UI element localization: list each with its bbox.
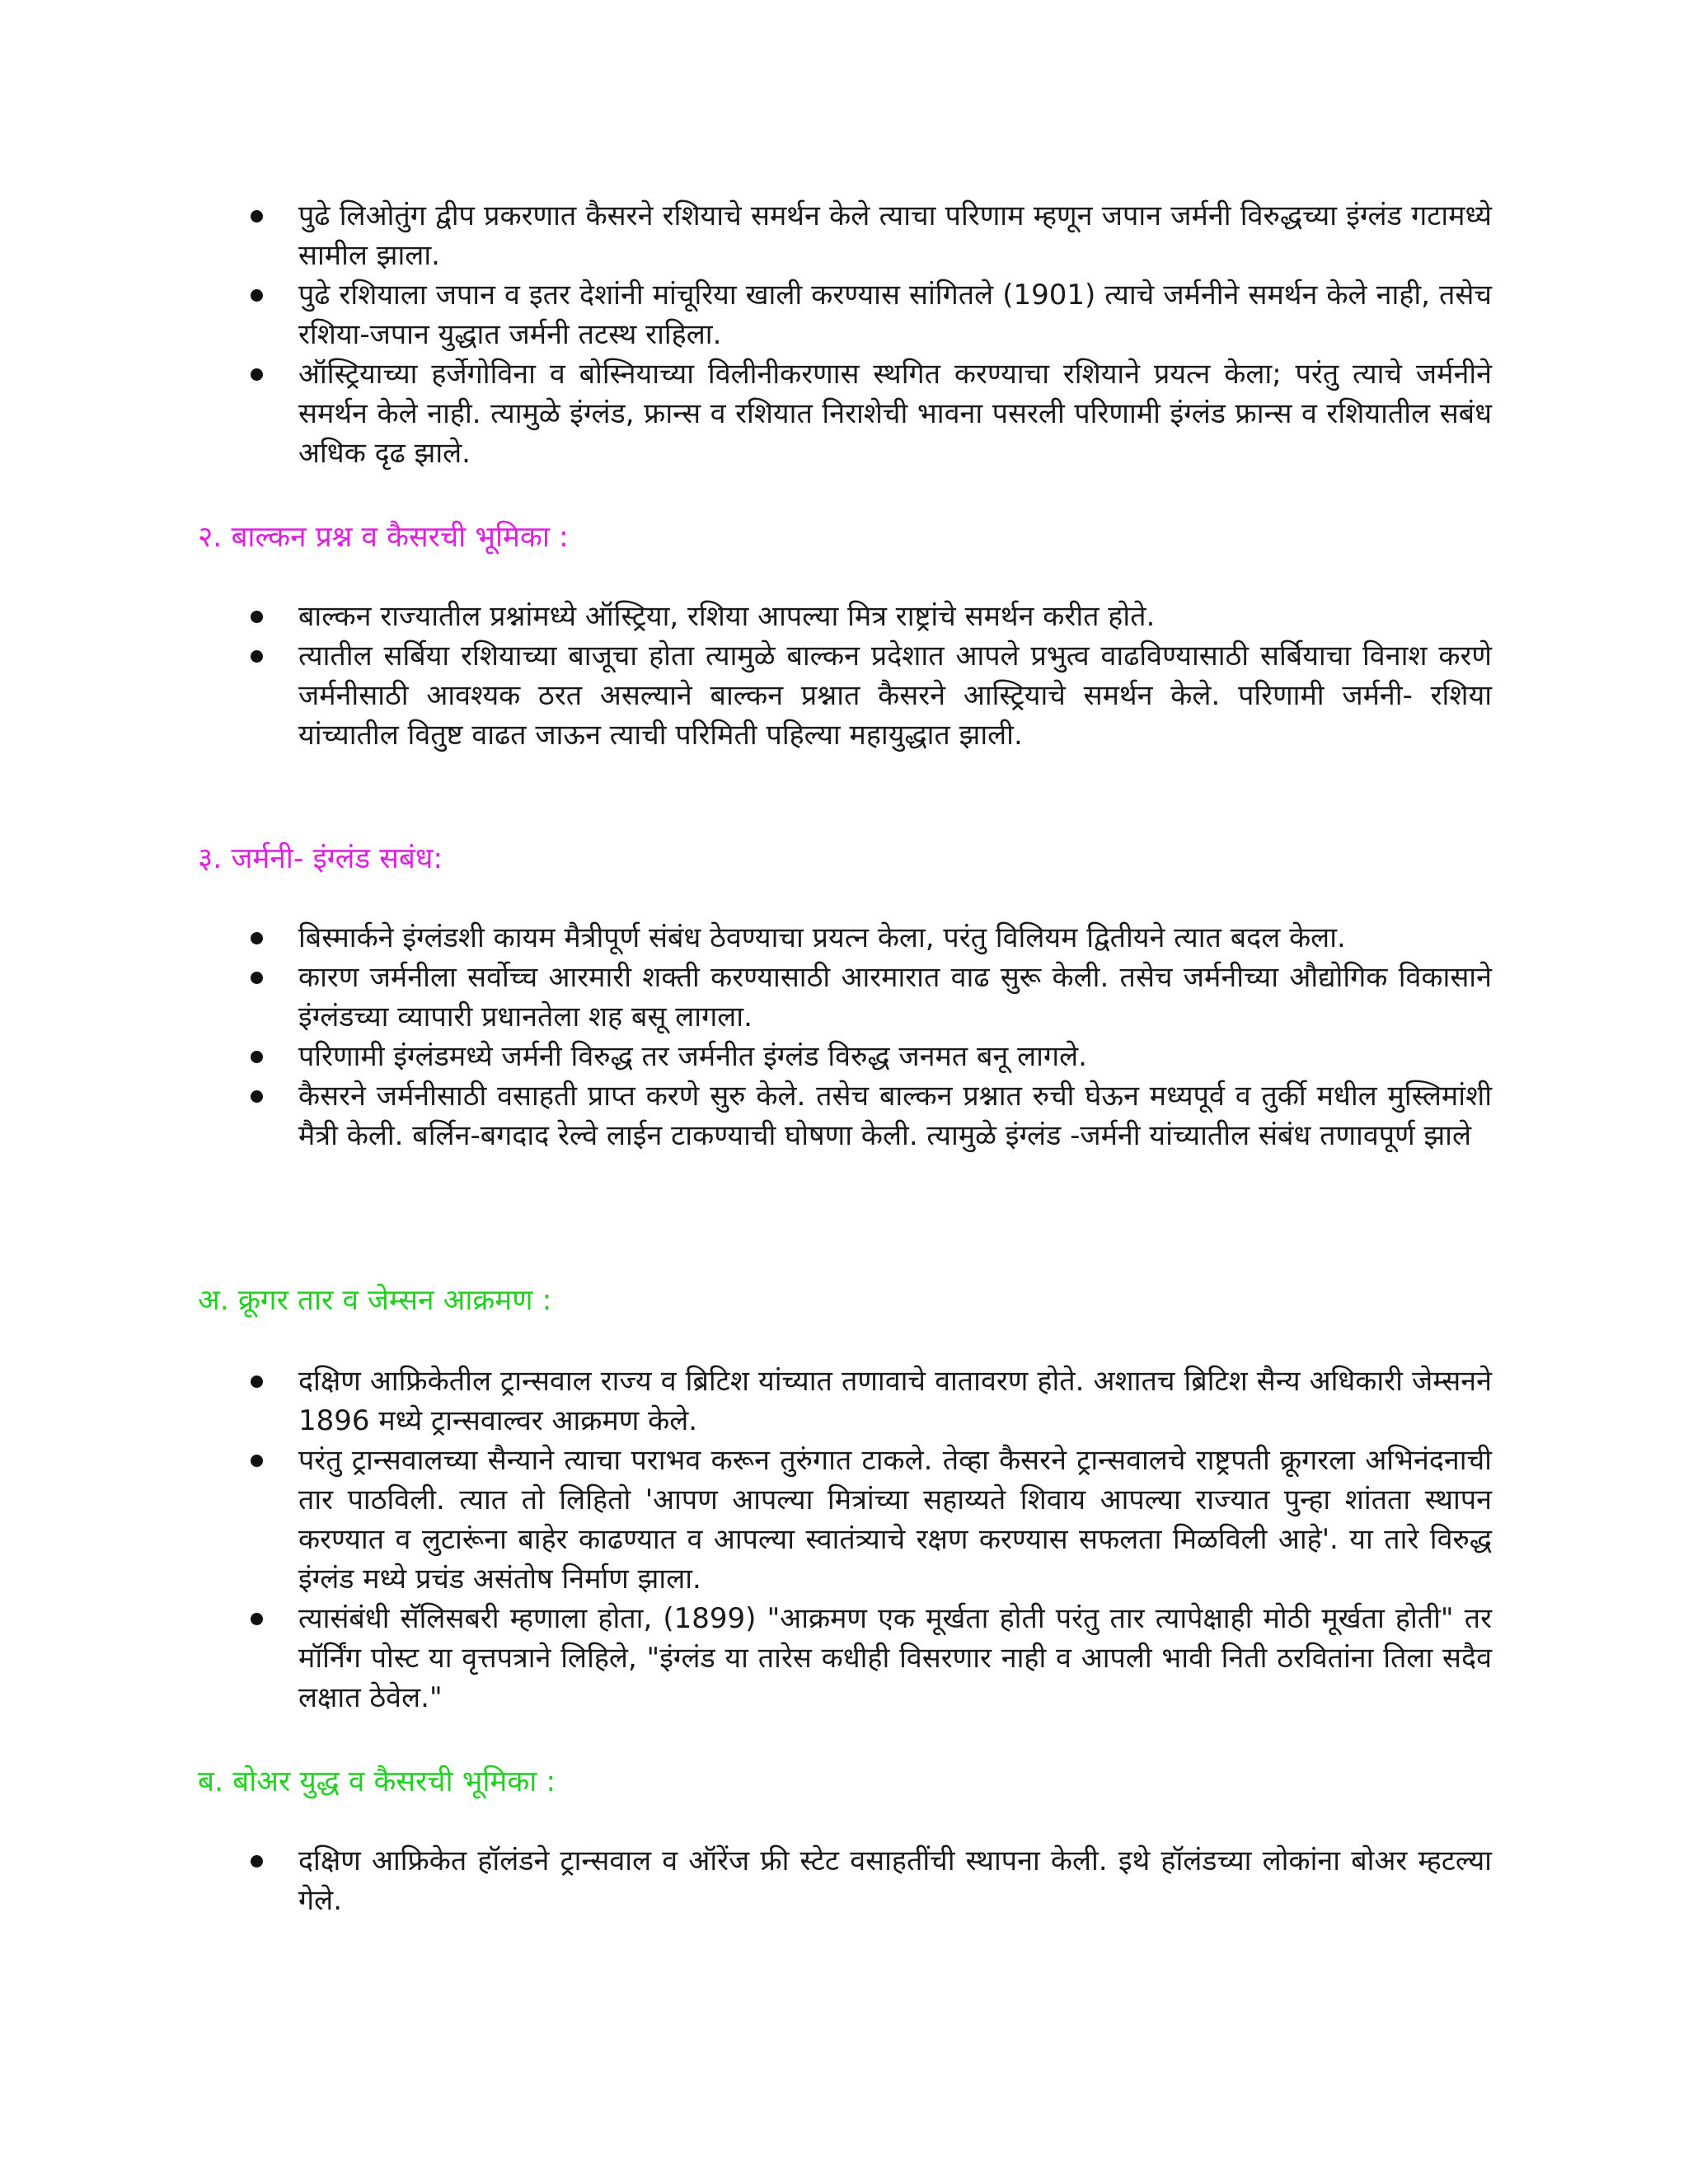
bullet-icon: [251, 368, 263, 381]
list-item-text: त्यातील सर्बिया रशियाच्या बाजूचा होता त्यामुळे बाल्कन प्रदेशात आपले प्रभुत्व वाढविण्यासाठी सर्बियाचा विनाश करणे जर्मनीसाठी आवश्यक ठरत असल्याने बाल्कन प्रश्नात कैसरने आस्ट्रियाचे समर्थन केले. परिणामी जर्मनी- रशिया यांच्यातील वितुष्ट वाढत जाऊन त्याची परिमिती पहिल्या महायुद्धात झाली.: [298, 640, 1492, 752]
bullet-list-kruger-telegram: [247, 1361, 1492, 1718]
list-item: [247, 918, 1492, 958]
bullet-icon: [251, 1855, 263, 1868]
list-item-text: कारण जर्मनीला सर्वोच्च आरमारी शक्ती करण्यासाठी आरमारात वाढ सुरू केली. तसेच जर्मनीच्या औद्योगिक विकासाने इंग्लंडच्या व्यापारी प्रधानतेला शह बसू लागला.: [298, 961, 1492, 1033]
bullet-icon: [251, 1090, 263, 1103]
bullet-list-boer-war: [247, 1841, 1492, 1920]
section-heading-boer-war: ब. बोअर युद्ध व कैसरची भूमिका :: [198, 1765, 556, 1798]
list-item-text: ऑस्ट्रियाच्या हर्जेगोविना व बोस्नियाच्या विलीनीकरणास स्थगित करण्याचा रशियाने प्रयत्न केला; परंतु त्याचे जर्मनीने समर्थन केले नाही. त्यामुळे इंग्लंड, फ्रान्स व रशियात निराशेची भावना पसरली परिणामी इंग्लंड फ्रान्स व रशियातील सबंध अधिक दृढ झाले.: [298, 358, 1492, 470]
bullet-icon: [251, 210, 263, 223]
list-item: [247, 1037, 1492, 1076]
bullet-icon: [251, 1051, 263, 1063]
list-item-text: दक्षिण आफ्रिकेत हॉलंडने ट्रान्सवाल व ऑरेंज फ्री स्टेट वसाहतींची स्थापना केली. इथे हॉलंडच्या लोकांना बोअर म्हटल्या गेले.: [298, 1844, 1492, 1917]
bullet-list-intro: [247, 196, 1492, 473]
list-item-text: बाल्कन राज्यातील प्रश्नांमध्ये ऑस्ट्रिया, रशिया आपल्या मित्र राष्ट्रांचे समर्थन करीत होते.: [298, 600, 1156, 633]
bullet-icon: [251, 932, 263, 944]
bullet-list-balkan: [247, 597, 1492, 755]
section-heading-balkan: २. बाल्कन प्रश्न व कैसरची भूमिका :: [198, 521, 569, 554]
list-item: [247, 196, 1492, 275]
section-heading-germany-england: ३. जर्मनी- इंग्लंड सबंध:: [198, 842, 443, 875]
list-item: [247, 958, 1492, 1037]
bullet-icon: [251, 650, 263, 663]
list-item: [247, 1076, 1492, 1155]
list-item-text: परंतु ट्रान्सवालच्या सैन्याने त्याचा पराभव करून तुरुंगात टाकले. तेव्हा कैसरने ट्रान्सवालचे राष्ट्रपती क्रूगरला अभिनंदनाची तार पाठविली. त्यात तो लिहितो 'आपण आपल्या मित्रांच्या सहाय्यते शिवाय आपल्या राज्यात पुन्हा शांतता स्थापन करण्यात व लुटारूंना बाहेर काढण्यात व आपल्या स्वातंत्र्याचे रक्षण करण्यास सफलता मिळविली आहे'. या तारे विरुद्ध इंग्लंड मध्ये प्रचंड असंतोष निर्माण झाला.: [298, 1444, 1492, 1596]
list-item-text: त्यासंबंधी सॅलिसबरी म्हणाला होता, (1899) "आक्रमण एक मूर्खता होती परंतु तार त्यापेक्षाही मोठी मूर्खता होती" तर मॉर्निंग पोस्ट या वृत्तपत्राने लिहिले, "इंग्लंड या तारेस कधीही विसरणार नाही व आपली भावी निती ठरवितांना तिला सदैव लक्षात ठेवेल.": [298, 1602, 1492, 1714]
list-item: [247, 1841, 1492, 1920]
bullet-icon: [251, 1376, 263, 1388]
list-item: [247, 1441, 1492, 1599]
list-item: [247, 1599, 1492, 1718]
list-item-text: दक्षिण आफ्रिकेतील ट्रान्सवाल राज्य व ब्रिटिश यांच्यात तणावाचे वातावरण होते. अशातच ब्रिटिश सैन्य अधिकारी जेम्सनने 1896 मध्ये ट्रान्सवाल्वर आक्रमण केले.: [298, 1365, 1492, 1437]
list-item: [247, 1361, 1492, 1441]
bullet-icon: [251, 1613, 263, 1625]
list-item-text: बिस्मार्कने इंग्लंडशी कायम मैत्रीपूर्ण संबंध ठेवण्याचा प्रयत्न केला, परंतु विलियम द्वितीयने त्यात बदल केला.: [298, 921, 1346, 954]
list-item-text: कैसरने जर्मनीसाठी वसाहती प्राप्त करणे सुरु केले. तसेच बाल्कन प्रश्नात रुची घेऊन मध्यपूर्व व तुर्की मधील मुस्लिमांशी मैत्री केली. बर्लिन-बगदाद रेल्वे लाईन टाकण्याची घोषणा केली. त्यामुळे इंग्लंड -जर्मनी यांच्यातील संबंध तणावपूर्ण झाले: [298, 1080, 1492, 1152]
list-item-text: परिणामी इंग्लंडमध्ये जर्मनी विरुद्ध तर जर्मनीत इंग्लंड विरुद्ध जनमत बनू लागले.: [298, 1040, 1087, 1073]
bullet-icon: [251, 289, 263, 302]
bullet-icon: [251, 611, 263, 623]
list-item-text: पुढे रशियाला जपान व इतर देशांनी मांचूरिया खाली करण्यास सांगितले (1901) त्याचे जर्मनीने समर्थन केले नाही, तसेच रशिया-जपान युद्धात जर्मनी तटस्थ राहिला.: [298, 279, 1492, 351]
bullet-icon: [251, 1455, 263, 1467]
list-item: [247, 354, 1492, 473]
section-heading-kruger-telegram: अ. क्रूगर तार व जेम्सन आक्रमण :: [198, 1284, 552, 1317]
bullet-icon: [251, 972, 263, 984]
list-item-text: पुढे लिओतुंग द्वीप प्रकरणात कैसरने रशियाचे समर्थन केले त्याचा परिणाम म्हणून जपान जर्मनी विरुद्धच्या इंग्लंड गटामध्ये सामील झाला.: [298, 199, 1492, 272]
list-item: [247, 275, 1492, 354]
bullet-list-germany-england: [247, 918, 1492, 1155]
list-item: [247, 636, 1492, 755]
list-item: [247, 597, 1492, 636]
